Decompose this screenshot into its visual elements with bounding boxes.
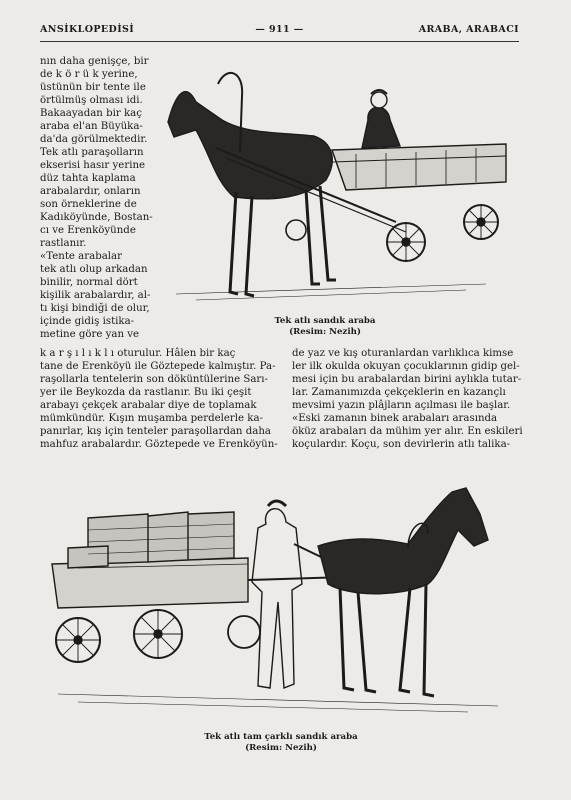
- column-c-line: mesi için bu arabalardan birini aylıkla tutar-: [292, 374, 522, 385]
- column-a-line: binilir, normal dört: [40, 277, 138, 288]
- running-head-left: ANSİKLOPEDİSİ: [40, 24, 135, 35]
- column-c-line: mevsimi yazın plâjların açılması ile başlar.: [292, 400, 511, 411]
- caption-top-title: Tek atlı sandık araba: [274, 316, 376, 326]
- caption-top-credit: (Resim: Nezih): [289, 326, 361, 337]
- column-c-line: lar. Zamanımızda çekçeklerin en kazançlı: [292, 387, 506, 398]
- page-number: — 911 —: [255, 24, 304, 35]
- caption-bottom: [176, 732, 386, 753]
- column-c-line: de yaz ve kış oturanlardan varlıklıca kimse: [292, 348, 514, 359]
- column-b-line: arabayı çekçek arabalar diye de toplamak: [40, 400, 257, 411]
- column-a-line: arabalardır, onların: [40, 186, 141, 197]
- header-rule: [40, 41, 519, 42]
- text-column-left: [40, 347, 276, 451]
- full-wheel-cart-drawing: [48, 484, 518, 714]
- column-c-line: ler ilk okulda okuyan çocuklarının gidip gel-: [292, 361, 520, 372]
- running-head: [40, 24, 519, 40]
- column-a-line: içinde gidiş istika-: [40, 316, 135, 327]
- caption-top: [260, 316, 390, 337]
- column-c-line: öküz arabaları da mühim yer alır. En eskileri: [292, 426, 523, 437]
- column-a-line: «Tente arabalar: [40, 251, 123, 262]
- column-b-line: tane de Erenköyü ile Göztepede kalmıştır. Pa-: [40, 361, 276, 372]
- column-b-line: yer ile Beykozda da rastlanır. Bu iki çeşit: [40, 387, 252, 398]
- box-cart-drawing: [156, 62, 516, 312]
- text-column-narrow: [40, 55, 156, 341]
- text-column-right: [292, 347, 523, 451]
- column-c-line: koçulardır. Koçu, son devirlerin atlı talika-: [292, 439, 511, 450]
- column-b-line: raşollarla tentelerin son döküntülerine Sarı-: [40, 374, 268, 385]
- column-a-line: araba el'an Büyüka-: [40, 121, 143, 132]
- running-head-right: ARABA, ARABACI: [418, 24, 519, 35]
- column-a-line: üstünün bir tente ile: [40, 82, 146, 93]
- column-b-line: panırlar, kış için tenteler paraşollardan daha: [40, 426, 271, 437]
- column-a-line: de k ö r ü k yerine,: [40, 69, 138, 80]
- caption-bottom-credit: (Resim: Nezih): [245, 742, 317, 753]
- illustration-full-wheel-cart: [48, 484, 518, 714]
- column-a-line: son örneklerine de: [40, 199, 137, 210]
- column-a-line: tı kişi bindiği de olur,: [40, 303, 150, 314]
- caption-bottom-title: Tek atlı tam çarklı sandık araba: [204, 732, 358, 742]
- column-a-line: kişilik arabalardır, al-: [40, 290, 151, 301]
- column-a-line: cı ve Erenköyünde: [40, 225, 136, 236]
- column-a-line: tek atlı olup arkadan: [40, 264, 148, 275]
- column-a-line: rastlanır.: [40, 238, 87, 249]
- column-a-line: metine göre yan ve: [40, 329, 140, 340]
- column-a-line: nın daha genişçe, bir: [40, 56, 149, 67]
- column-a-line: da'da görülmektedir.: [40, 134, 148, 145]
- column-b-line: k a r ş ı l ı k l ı oturulur. Hâlen bir kaç: [40, 348, 236, 359]
- column-c-line: «Eski zamanın binek arabaları arasında: [292, 413, 498, 424]
- column-a-line: düz tahta kaplama: [40, 173, 136, 184]
- column-a-line: ekserisi hasır yerine: [40, 160, 146, 171]
- column-b-line: mahfuz arabalardır. Göztepede ve Erenköyün-: [40, 439, 278, 450]
- column-a-line: Kadıköyünde, Bostan-: [40, 212, 153, 223]
- column-b-line: mümkündür. Kışın muşamba perdelerle ka-: [40, 413, 263, 424]
- column-a-line: Bakaayadan bir kaç: [40, 108, 142, 119]
- illustration-box-cart: [156, 62, 516, 312]
- column-a-line: örtülmüş olması idi.: [40, 95, 143, 106]
- column-a-line: Tek atlı paraşolların: [40, 147, 144, 158]
